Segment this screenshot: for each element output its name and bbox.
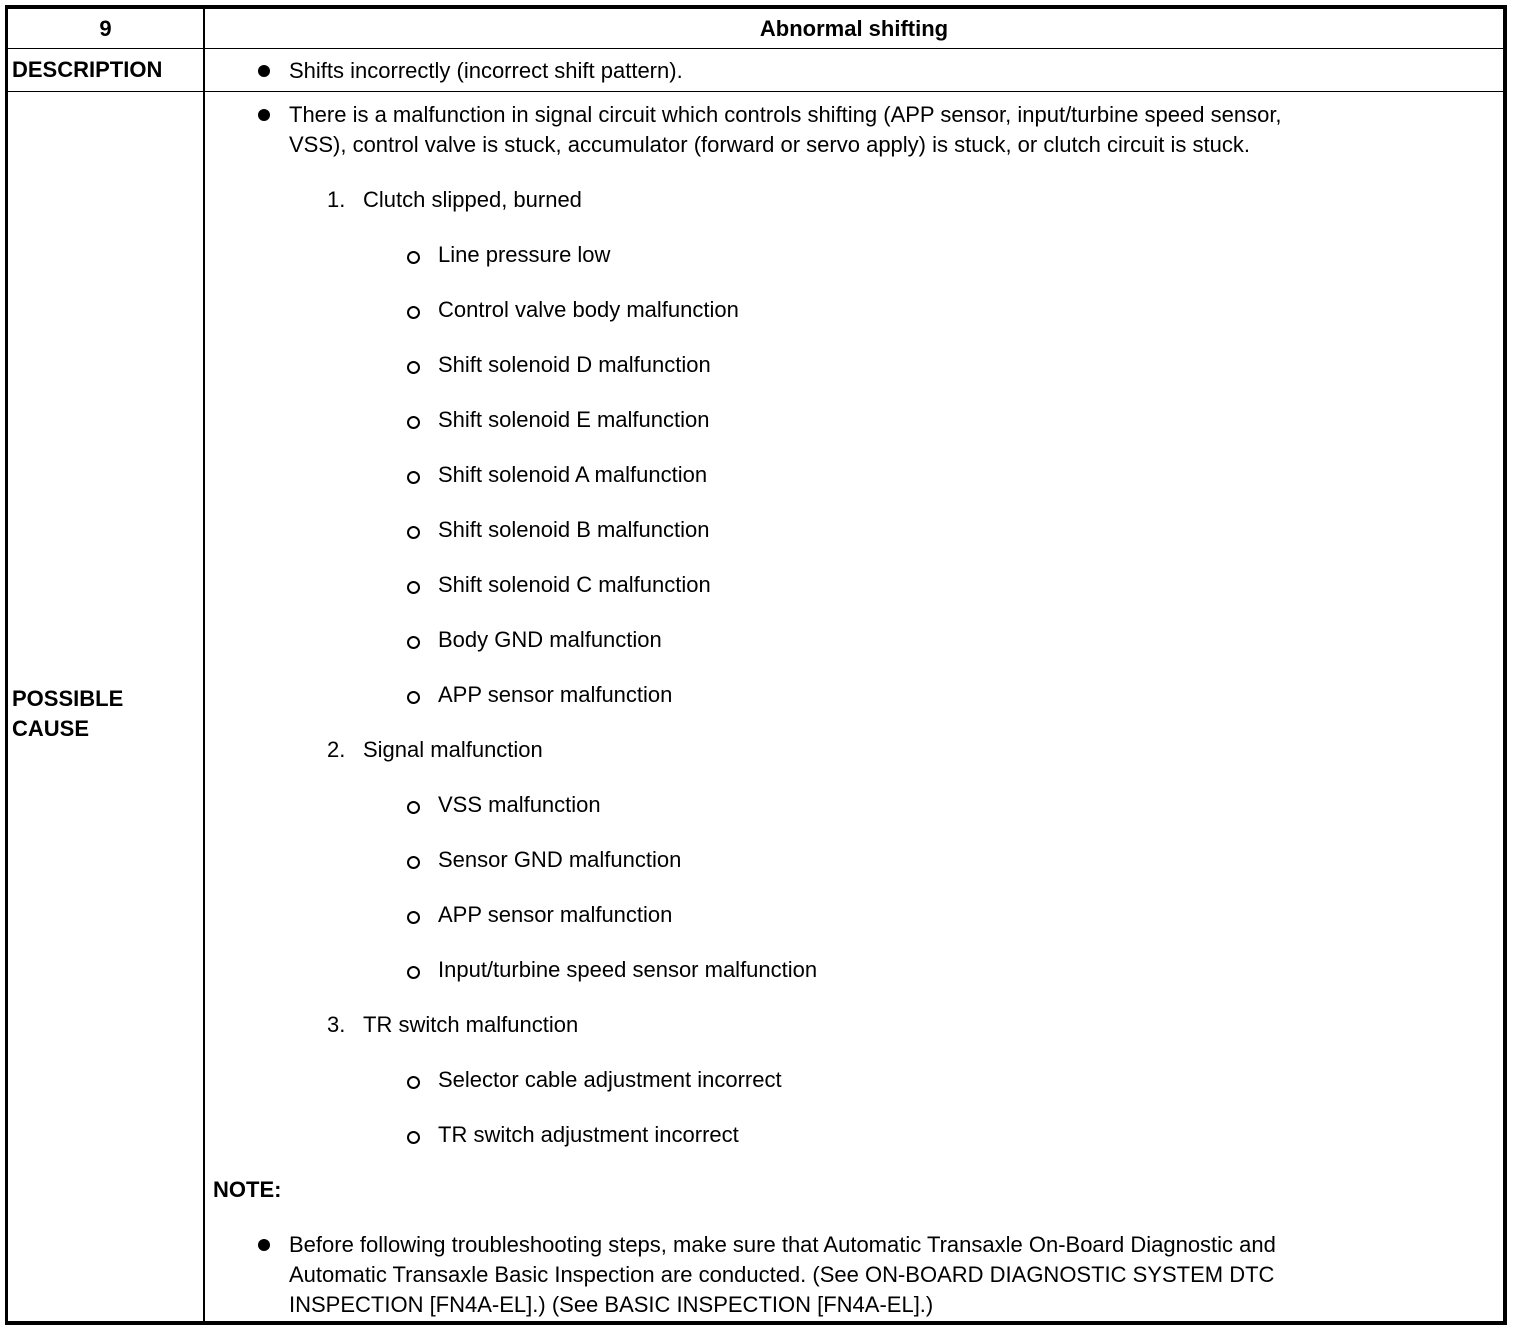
hollow-bullet-icon bbox=[407, 636, 420, 649]
cause-item: Shift solenoid C malfunction bbox=[438, 572, 711, 597]
group-label: Clutch slipped, burned bbox=[363, 187, 582, 212]
hollow-bullet-icon bbox=[407, 1131, 420, 1144]
note-line: INSPECTION [FN4A-EL].) (See BASIC INSPECTION [FN4A-EL].) bbox=[289, 1292, 934, 1317]
hollow-bullet-icon bbox=[407, 526, 420, 539]
cause-item: Shift solenoid A malfunction bbox=[438, 462, 708, 487]
cause-item: TR switch adjustment incorrect bbox=[438, 1122, 739, 1147]
bullet-icon bbox=[258, 109, 270, 121]
item-number: 9 bbox=[8, 9, 205, 48]
troubleshooting-table bbox=[5, 5, 1507, 1325]
possible-cause-label: POSSIBLE CAUSE bbox=[12, 686, 124, 741]
group-label: TR switch malfunction bbox=[363, 1012, 579, 1037]
cause-intro-line: There is a malfunction in signal circuit which controls shifting (APP sensor, input/turbine speed sensor, bbox=[289, 102, 1282, 127]
cause-item: Shift solenoid B malfunction bbox=[438, 517, 710, 542]
hollow-bullet-icon bbox=[407, 911, 420, 924]
cause-item: Body GND malfunction bbox=[438, 627, 662, 652]
possible-cause-content bbox=[205, 92, 1503, 1321]
possible-cause-label-cell bbox=[8, 92, 205, 1321]
hollow-bullet-icon bbox=[407, 306, 420, 319]
cause-item: Shift solenoid E malfunction bbox=[438, 407, 710, 432]
description-text: Shifts incorrectly (incorrect shift pattern). bbox=[289, 58, 683, 83]
cause-item: Shift solenoid D malfunction bbox=[438, 352, 711, 377]
hollow-bullet-icon bbox=[407, 581, 420, 594]
note-line: Before following troubleshooting steps, make sure that Automatic Transaxle On-Board Diagnostic and bbox=[289, 1232, 1276, 1257]
bullet-icon bbox=[258, 1239, 270, 1251]
possible-cause-row bbox=[8, 92, 1503, 1321]
hollow-bullet-icon bbox=[407, 1076, 420, 1089]
group-label: Signal malfunction bbox=[363, 737, 543, 762]
cause-item: Selector cable adjustment incorrect bbox=[438, 1067, 782, 1092]
item-title: Abnormal shifting bbox=[759, 15, 949, 41]
hollow-bullet-icon bbox=[407, 251, 420, 264]
header-row bbox=[8, 9, 1503, 49]
hollow-bullet-icon bbox=[407, 361, 420, 374]
cause-item: VSS malfunction bbox=[438, 792, 601, 817]
cause-item: Control valve body malfunction bbox=[438, 297, 739, 322]
group-number: 3. bbox=[327, 1012, 346, 1037]
note-label: NOTE: bbox=[213, 1177, 282, 1202]
cause-intro-line: VSS), control valve is stuck, accumulator (forward or servo apply) is stuck, or clutch circuit is stuck. bbox=[289, 132, 1250, 157]
note-line: Automatic Transaxle Basic Inspection are conducted. (See ON-BOARD DIAGNOSTIC SYSTEM DTC bbox=[289, 1262, 1275, 1287]
hollow-bullet-icon bbox=[407, 966, 420, 979]
hollow-bullet-icon bbox=[407, 691, 420, 704]
description-label: DESCRIPTION bbox=[8, 49, 205, 91]
group-number: 2. bbox=[327, 737, 346, 762]
cause-item: APP sensor malfunction bbox=[438, 682, 673, 707]
hollow-bullet-icon bbox=[407, 416, 420, 429]
cause-item: Line pressure low bbox=[438, 242, 611, 267]
group-number: 1. bbox=[327, 187, 346, 212]
cause-item: Sensor GND malfunction bbox=[438, 847, 682, 872]
description-row bbox=[8, 49, 1503, 92]
hollow-bullet-icon bbox=[407, 801, 420, 814]
hollow-bullet-icon bbox=[407, 856, 420, 869]
hollow-bullet-icon bbox=[407, 471, 420, 484]
cause-item: APP sensor malfunction bbox=[438, 902, 673, 927]
description-content bbox=[205, 49, 1503, 91]
cause-item: Input/turbine speed sensor malfunction bbox=[438, 957, 818, 982]
bullet-icon bbox=[258, 65, 270, 77]
